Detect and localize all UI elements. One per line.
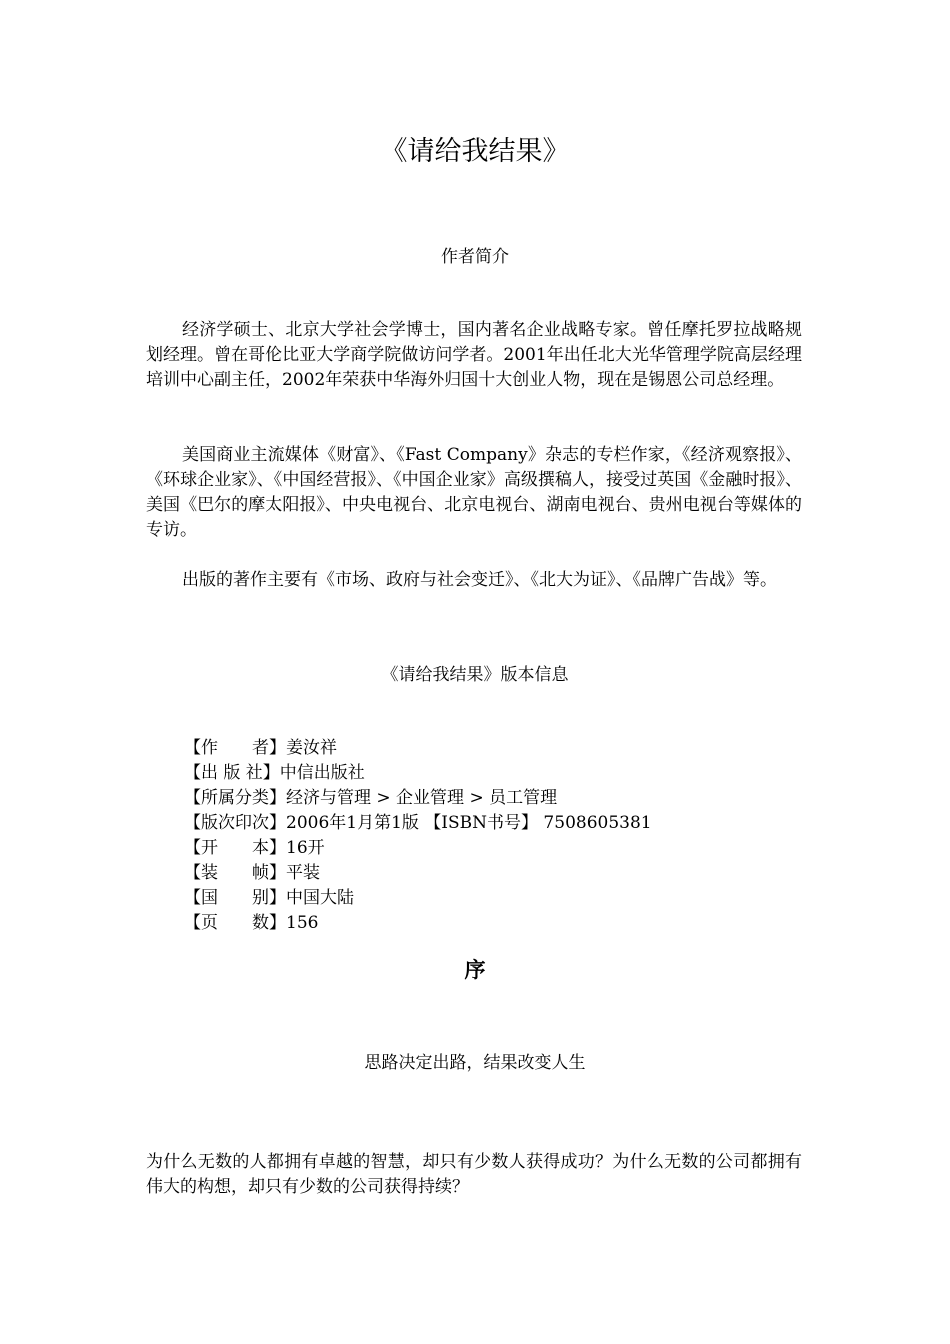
- author-intro-paragraph-1: 经济学硕士、北京大学社会学博士，国内著名企业战略专家。曾任摩托罗拉战略规划经理。曾在哥伦比亚大学商学院做访问学者。2001年出任北大光华管理学院高层经理培训中心副主任，2002年荣获中华海外归国十大创业人物，现在是锡恩公司总经理。: [146, 320, 802, 390]
- edition-info-publisher: 【出 版 社】中信出版社: [184, 763, 365, 783]
- book-title: 《请给我结果》: [380, 136, 570, 167]
- edition-info-category: 【所属分类】经济与管理 > 企业管理 > 员工管理: [184, 788, 558, 808]
- edition-info-edition-isbn: 【版次印次】2006年1月第1版 【ISBN书号】 7508605381: [184, 813, 652, 833]
- edition-info-country: 【国 别】中国大陆: [184, 888, 354, 908]
- preface-paragraph: 为什么无数的人都拥有卓越的智慧，却只有少数人获得成功？为什么无数的公司都拥有伟大的构想，却只有少数的公司获得持续？: [146, 1152, 802, 1197]
- edition-info-format: 【开 本】16开: [184, 838, 325, 858]
- author-intro-paragraph-2: 美国商业主流媒体《财富》、《Fast Company》杂志的专栏作家，《经济观察报》、《环球企业家》、《中国经营报》、《中国企业家》高级撰稿人，接受过英国《金融时报》、美国《巴尔的摩太阳报》、中央电视台、北京电视台、湖南电视台、贵州电视台等媒体的专访。: [146, 445, 802, 540]
- edition-info-pages: 【页 数】156: [184, 913, 319, 933]
- author-intro-paragraph-3: 出版的著作主要有《市场、政府与社会变迁》、《北大为证》、《品牌广告战》等。: [182, 570, 777, 590]
- edition-info-binding: 【装 帧】平装: [184, 863, 320, 883]
- edition-info-list: [184, 736, 784, 936]
- author-intro-heading: 作者简介: [441, 247, 509, 267]
- preface-heading: 序: [464, 957, 486, 982]
- edition-info-author: 【作 者】姜汝祥: [184, 738, 337, 758]
- preface-subtitle: 思路决定出路，结果改变人生: [364, 1053, 586, 1073]
- edition-info-heading: 《请给我结果》版本信息: [381, 665, 569, 685]
